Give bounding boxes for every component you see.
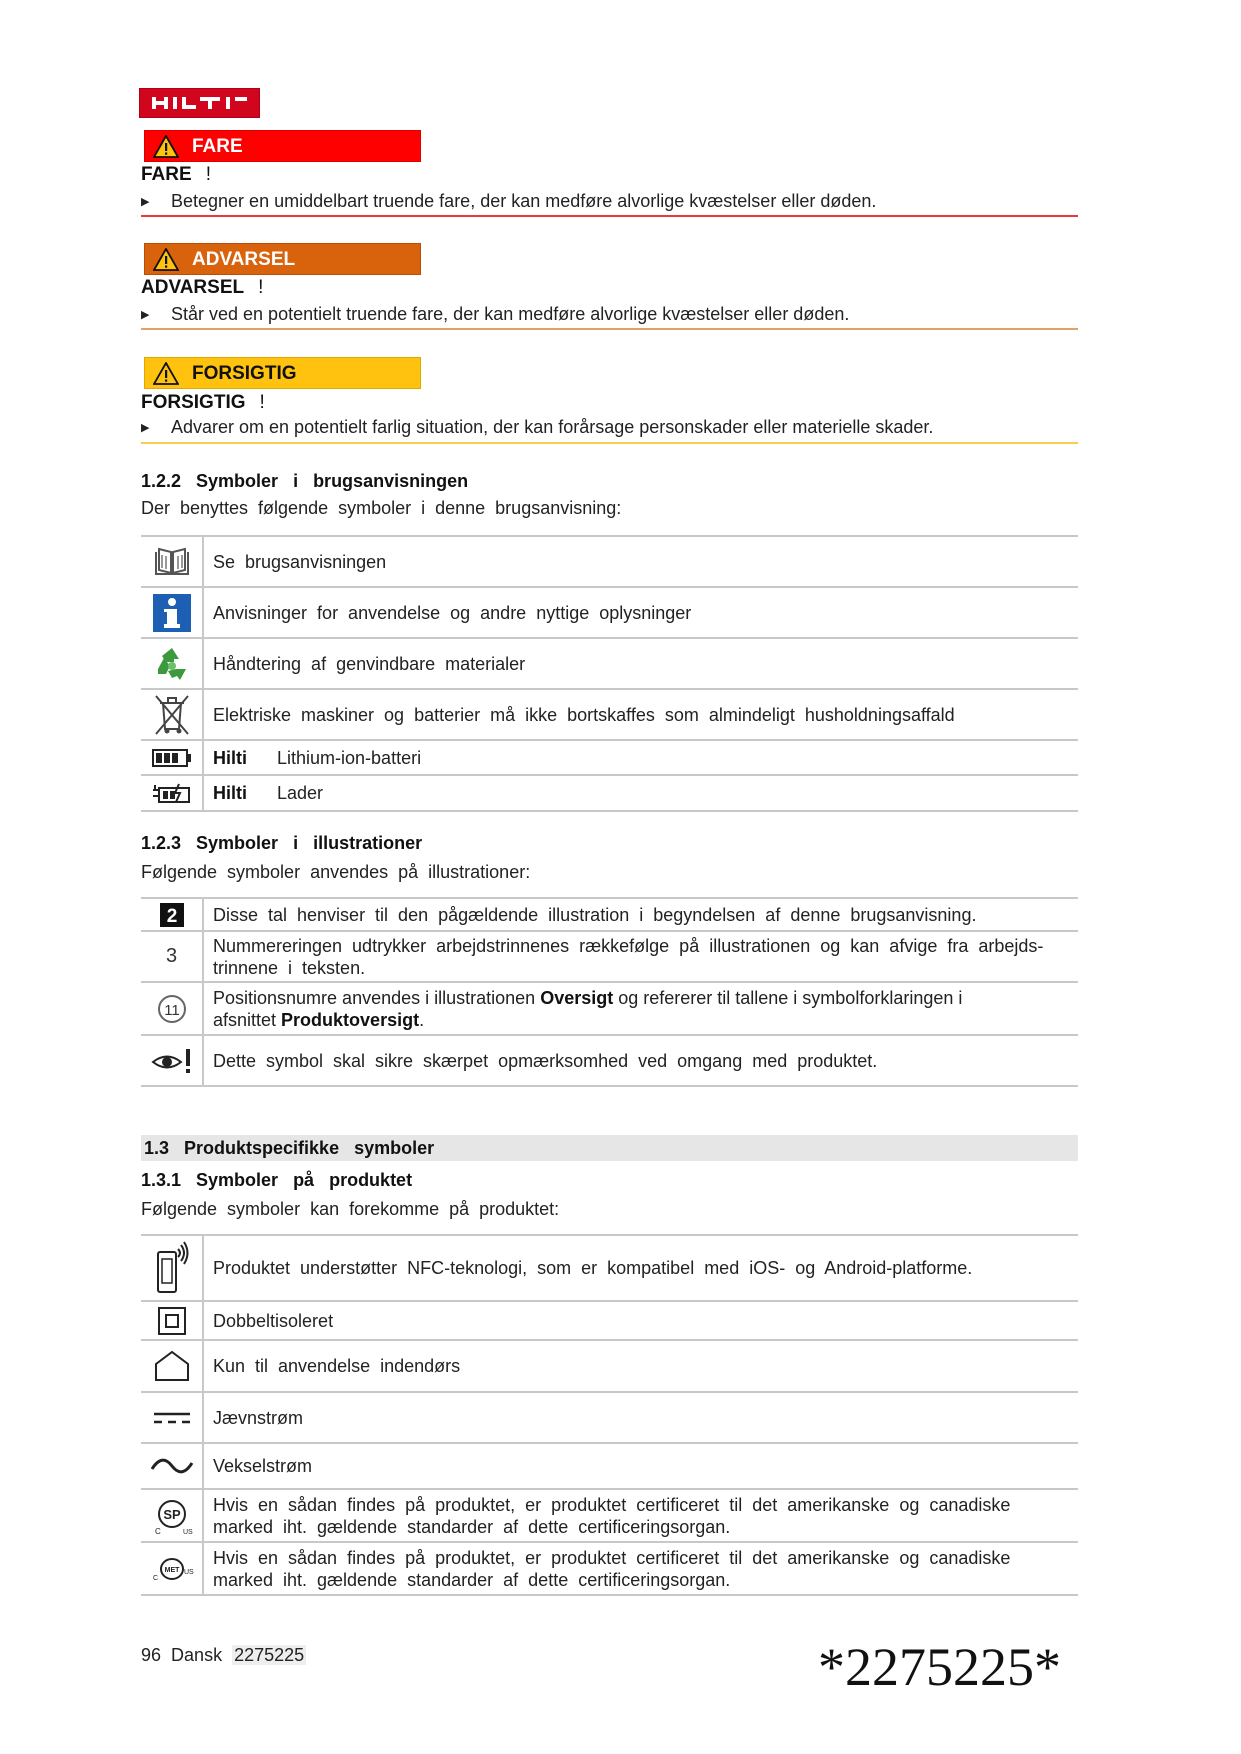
symbol-description: Dobbeltisoleret <box>203 1301 1078 1340</box>
table-row <box>141 1489 1078 1542</box>
symbol-description: Produktet understøtter NFC-teknologi, som er kompatibel med iOS- og Android-platforme. <box>203 1235 1078 1301</box>
danger-rule <box>141 215 1078 217</box>
nfc-phone-icon <box>154 1240 190 1296</box>
table-row <box>141 740 1078 775</box>
section-1-3-1-intro: Følgende symboler kan forekomme på produktet: <box>141 1199 560 1219</box>
warning-triangle-icon <box>153 362 179 385</box>
table-row <box>141 931 1078 982</box>
met-mark-icon <box>150 1554 194 1584</box>
table-row <box>141 1301 1078 1340</box>
symbol-description: Hvis en sådan findes på produktet, er produktet certificeret til det amerikanske og canadiske marked iht. gældende standarder af dette certificeringsorgan. <box>203 1489 1078 1542</box>
caution-banner <box>144 357 421 389</box>
warning-rule <box>141 328 1078 330</box>
symbol-description: Vekselstrøm <box>203 1443 1078 1489</box>
manual-book-icon <box>153 546 191 578</box>
crossed-bin-icon <box>153 693 191 737</box>
symbol-description: Kun til anvendelse indendørs <box>203 1340 1078 1392</box>
direct-current-icon <box>152 1410 192 1426</box>
table-row <box>141 689 1078 740</box>
caution-banner-label: FORSIGTIG <box>192 363 297 384</box>
section-1-3-title: 1.3 Produktspecifikke symboler <box>141 1135 1078 1161</box>
warning-banner-label: ADVARSEL <box>192 249 296 270</box>
indoor-house-icon <box>154 1350 190 1382</box>
warning-triangle-icon <box>153 135 179 158</box>
illustration-symbols-table <box>141 897 1078 1087</box>
table-row <box>141 1443 1078 1489</box>
symbol-description: Håndtering af genvindbare materialer <box>203 638 1078 689</box>
symbol-description: Hilti Lithium-ion-batteri <box>203 740 1078 775</box>
symbol-description: Nummereringen udtrykker arbejdstrinnenes rækkefølge på illustrationen og kan afvige fra arbejds- trinnene i teksten. <box>203 931 1078 982</box>
symbol-description: Hvis en sådan findes på produktet, er produktet certificeret til det amerikanske og canadiske marked iht. gældende standarder af dette certificeringsorgan. <box>203 1542 1078 1595</box>
csa-mark-icon <box>150 1494 194 1538</box>
svg-text:SP: SP <box>162 1506 181 1522</box>
table-row <box>141 775 1078 811</box>
table-row <box>141 1340 1078 1392</box>
svg-text:C: C <box>152 1574 158 1582</box>
battery-icon <box>152 749 192 767</box>
brand-word: Hilti <box>213 747 247 768</box>
attention-eye-icon <box>151 1047 193 1075</box>
warning-banner <box>144 243 421 275</box>
barcode-text: *2275225* <box>818 1637 1061 1697</box>
danger-banner <box>144 130 421 162</box>
product-symbols-table <box>141 1234 1078 1596</box>
table-row <box>141 587 1078 638</box>
section-1-2-2-intro: Der benyttes følgende symboler i denne brugsanvisning: <box>141 498 622 518</box>
brand-word: Hilti <box>213 783 247 803</box>
section-1-2-3-title: 1.2.3 Symboler i illustrationer <box>141 833 423 853</box>
table-row <box>141 898 1078 931</box>
symbol-description: Positionsnumre anvendes i illustrationen Oversigt og refererer til tallene i symbolforklaringen i afsnittet Produktoversigt. <box>203 982 1078 1035</box>
svg-text:US: US <box>183 1568 194 1576</box>
svg-text:US: US <box>182 1528 193 1536</box>
section-1-3-1-title: 1.3.1 Symboler på produktet <box>141 1170 413 1190</box>
table-row <box>141 638 1078 689</box>
alternating-current-icon <box>150 1455 194 1477</box>
number-badge-icon <box>160 903 184 927</box>
info-icon <box>153 594 191 632</box>
symbol-description: Jævnstrøm <box>203 1392 1078 1443</box>
danger-banner-label: FARE <box>192 136 243 157</box>
caution-text: ▶ Advarer om en potentielt farlig situation, der kan forårsage personskader eller materielle skader. <box>141 417 934 437</box>
svg-text:MET: MET <box>164 1566 179 1574</box>
svg-text:C: C <box>154 1526 161 1536</box>
table-row <box>141 1035 1078 1086</box>
section-1-2-2-title: 1.2.2 Symboler i brugsanvisningen <box>141 471 469 491</box>
danger-text: ▶ Betegner en umiddelbart truende fare, der kan medføre alvorlige kvæstelser eller døden. <box>141 191 877 211</box>
warning-heading: ADVARSEL ! <box>141 277 264 298</box>
page-footer <box>141 1645 306 1666</box>
recycle-icon <box>153 645 191 683</box>
table-row <box>141 1542 1078 1595</box>
manual-symbols-table <box>141 535 1078 812</box>
warning-triangle-icon <box>153 248 179 271</box>
language: Dansk <box>171 1645 223 1665</box>
document-code: 2275225 <box>234 1645 305 1665</box>
symbol-description: Dette symbol skal sikre skærpet opmærksomhed ved omgang med produktet. <box>203 1035 1078 1086</box>
symbol-description: Disse tal henviser til den pågældende illustration i begyndelsen af denne brugsanvisning. <box>203 898 1078 931</box>
double-insulated-icon <box>158 1307 186 1335</box>
position-number-icon <box>157 994 187 1024</box>
symbol-description: Anvisninger for anvendelse og andre nyttige oplysninger <box>203 587 1078 638</box>
caution-rule <box>141 442 1078 444</box>
page-number: 96 <box>141 1645 162 1665</box>
symbol-description: Se brugsanvisningen <box>203 536 1078 587</box>
warning-text: ▶ Står ved en potentielt truende fare, der kan medføre alvorlige kvæstelser eller døden. <box>141 304 850 324</box>
step-number-icon: 3 <box>141 931 203 982</box>
charger-icon <box>151 782 193 804</box>
section-1-2-3-intro: Følgende symboler anvendes på illustrationer: <box>141 862 531 882</box>
table-row <box>141 536 1078 587</box>
table-row <box>141 1235 1078 1301</box>
table-row <box>141 1392 1078 1443</box>
symbol-description: Hilti Lader <box>203 775 1078 811</box>
symbol-description: Elektriske maskiner og batterier må ikke bortskaffes som almindeligt husholdningsaffald <box>203 689 1078 740</box>
danger-heading: FARE ! <box>141 164 211 185</box>
badge-number: 11 <box>163 1001 180 1019</box>
caution-heading: FORSIGTIG ! <box>141 392 265 413</box>
badge-number: 2 <box>166 905 177 927</box>
table-row <box>141 982 1078 1035</box>
hilti-logo <box>139 88 260 118</box>
